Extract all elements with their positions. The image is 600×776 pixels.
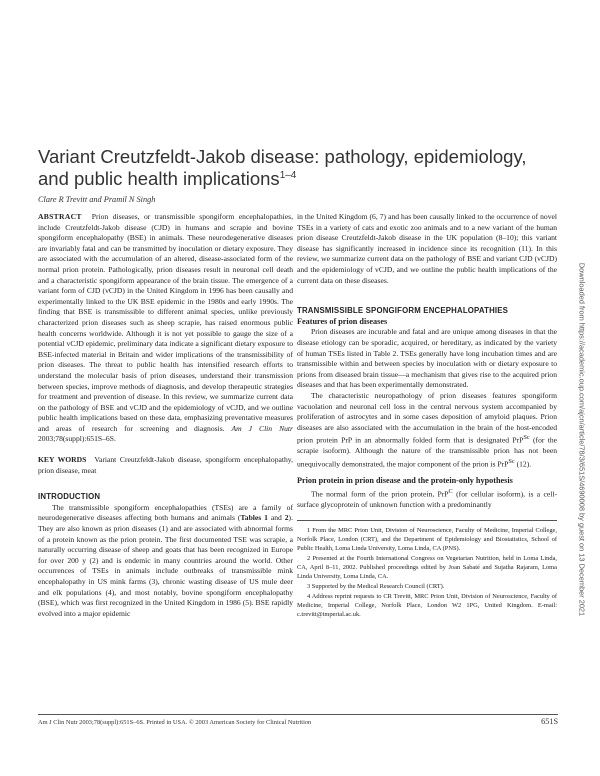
intro-text-2: ). They are also known as prion diseases (1) and are associated with abnormal forms of a protein known as the prion protein. The first documented TSE was scrapie, a naturally occurring disease of sheep and goats that has been recognized in Europe for over 200 y (2) and is endemic in many countries around the world. Other occurrences of TSEs in animals include outbreaks of transmissible mink encephalopathy in US mink farms (3), chronic wasting disease of US mule deer and elk populations (4), and most notably, bovine spongiform encephalopathy (BSE), which was first recognized in the United Kingdom in 1986 (5). BSE rapidly evolved into a major epidemic	[38, 513, 293, 618]
features-heading: Features of prion diseases	[297, 316, 388, 326]
abstract-citation-journal: Am J Clin Nutr	[231, 423, 293, 433]
prp-sc-superscript-2: Sc	[508, 458, 515, 465]
features-paragraph-2	[297, 391, 557, 470]
tse-section-heading: TRANSMISSIBLE SPONGIFORM ENCEPHALOPATHIES	[297, 306, 509, 316]
introduction-paragraph	[38, 503, 293, 620]
introduction-heading: INTRODUCTION	[38, 492, 101, 502]
features-paragraph-1: Prion diseases are incurable and fatal and are unique among diseases in that the disease etiology can be sporadic, acquired, or hereditary, as indicated by the variety of human TSEs listed in Table 2. TSEs generally have long incubation times and are transmissible within and between species by inoculation with or dietary exposure to prions from diseased brain tissue—a mechanism that gives rise to the acquired prion diseases and that has been experimentally demonstrated.	[297, 327, 557, 390]
page-number: 651S	[541, 717, 558, 726]
table-1-link[interactable]: Tables 1	[240, 513, 268, 523]
protein-paragraph	[297, 487, 557, 511]
left-column	[38, 212, 293, 619]
prp-sc-superscript-1: Sc	[523, 434, 530, 442]
abstract	[38, 212, 293, 445]
abstract-heading: ABSTRACT	[38, 212, 82, 221]
title-footnote-marks: 1–4	[279, 169, 297, 181]
protein-text-a: The normal form of the prion protein, PrP	[311, 489, 449, 499]
footnotes	[297, 527, 557, 619]
footnote-4: 4 Address reprint requests to CR Trevitt, MRC Prion Unit, Division of Neuroscience, Faculty of Medicine, Imperial College, Norfolk Place, London W2 1PG, United Kingdom. E-mail: c.trevitt@imperial.ac.uk.	[297, 592, 557, 618]
features-p2-text-c: (12).	[514, 459, 532, 469]
footer-divider	[38, 714, 558, 715]
prp-c-superscript: C	[448, 487, 453, 495]
protein-heading: Prion protein in prion disease and the protein-only hypothesis	[297, 476, 513, 486]
authors: Clare R Trevitt and Pramil N Singh	[38, 195, 156, 204]
features-p2-text-b: (for the scrapie isoform). Although the nature of the transmissible prion has not been unequivocally demonstrated, the major component of the prion is PrP	[297, 435, 557, 469]
keywords-text: Variant Creutzfeldt-Jakob disease, spongiform encephalopathy, prion disease, meat	[38, 455, 293, 475]
footnote-divider	[297, 520, 557, 521]
features-p2-text-a: The characteristic neuropathology of prion diseases features spongiform vacuolation and neuronal cell loss in the central nervous system accompanied by proliferation of astrocytes and in some cases deposition of amyloid plaques. Prion diseases are also associated with the accumulation in the brain of the host-encoded prion protein PrP in an abnormally folded form that is designated PrP	[297, 390, 557, 445]
article-title	[38, 146, 558, 190]
intro-text-1: The transmissible spongiform encephalopathies (TSEs) are a family of neurodegenerative diseases affecting both humans and animals (	[38, 502, 293, 523]
table-2-link[interactable]: 2	[284, 513, 289, 523]
intro-and: and	[267, 513, 285, 523]
abstract-citation-details: 2003;78(suppl):651S–6S.	[38, 434, 116, 444]
footnote-3: 3 Supported by the Medical Research Council (CRT).	[307, 582, 445, 590]
keywords-heading: KEY WORDS	[38, 455, 87, 465]
download-sidebar	[572, 200, 587, 680]
right-column	[297, 212, 557, 621]
footer-citation: Am J Clin Nutr 2003;78(suppl):651S–6S. Printed in USA. © 2003 American Society for Clinical Nutrition	[38, 719, 312, 726]
footnote-1: 1 From the MRC Prion Unit, Division of Neuroscience, Faculty of Medicine, Imperial College, Norfolk Place, London (CRT), and the Department of Epidemiology and Biostatistics, School of Public Health, Loma Linda University, Loma Linda, CA (PNS).	[297, 527, 557, 553]
protein-text-b: (for cellular isoform), is a cell-surface glycoprotein of unknown function with a predominantly	[297, 489, 558, 509]
abstract-text: Prion diseases, or transmissible spongiform encephalopathies, include Creutzfeldt-Jakob disease (CJD) in humans and scrapie and bovine spongiform encephalopathy (BSE) in animals. These neurodegenerative diseases are invariably fatal and can be transmitted by inoculation or dietary exposure. They are associated with the accumulation of an altered, disease-associated form of the normal prion protein. Pathologically, prion diseases result in neuronal cell death and a characteristic spongiform appearance of the brain tissue. The emergence of a variant form of CJD (vCJD) in the United Kingdom in 1996 has been causally and experimentally linked to the UK BSE epidemic in the 1980s and early 1990s. The finding that BSE is transmissible to different animal species, unlike previously characterized prion diseases such as sheep scrapie, has raised enormous public health concerns worldwide. Although it is not yet possible to gauge the size of a potential vCJD epidemic, preliminary data indicate a significant dietary exposure to BSE-infected material in Britain and wider implications of the transmissibility of prion diseases. The threat to public health has intensified research efforts to understand the molecular basis of prion diseases, understand their transmission between species, improve methods of diagnosis, and develop therapeutic strategies for treatment and prevention of disease. In this review, we summarize current data on the pathology of BSE and vCJD and the epidemiology of vCJD, and we outline public health implications based on these data, emphasizing preventative measures and areas of research for screening and diagnosis.	[38, 212, 293, 433]
footnote-2: 2 Presented at the Fourth International Congress on Vegetarian Nutrition, held in Loma Linda, CA, April 8–11, 2002. Published proceedings edited by Joan Sabaté and Sujatha Rajaram, Loma Linda University, Loma Linda, CA.	[297, 555, 557, 580]
download-notice[interactable]: Downloaded from https://academic.oup.com/ajcn/article/78/3/651S/4690008 by guest on 13 December 2021	[577, 262, 587, 617]
article-title-text: Variant Creutzfeldt-Jakob disease: pathology, epidemiology, and public health implications	[38, 146, 527, 189]
intro-continuation: in the United Kingdom (6, 7) and has been causally linked to the occurrence of novel TSEs in a variety of cats and exotic zoo animals and to a new variant of the human prion disease Creutzfeldt-Jakob disease in the UK population (8–10); this variant disease has significantly increased in incidence since its recognition (11). In this review, we summarize current data on the pathology of BSE and variant CJD (vCJD) and the epidemiology of vCJD, and we outline the public health implications of the current data on these diseases.	[297, 212, 557, 285]
keywords	[38, 455, 293, 476]
